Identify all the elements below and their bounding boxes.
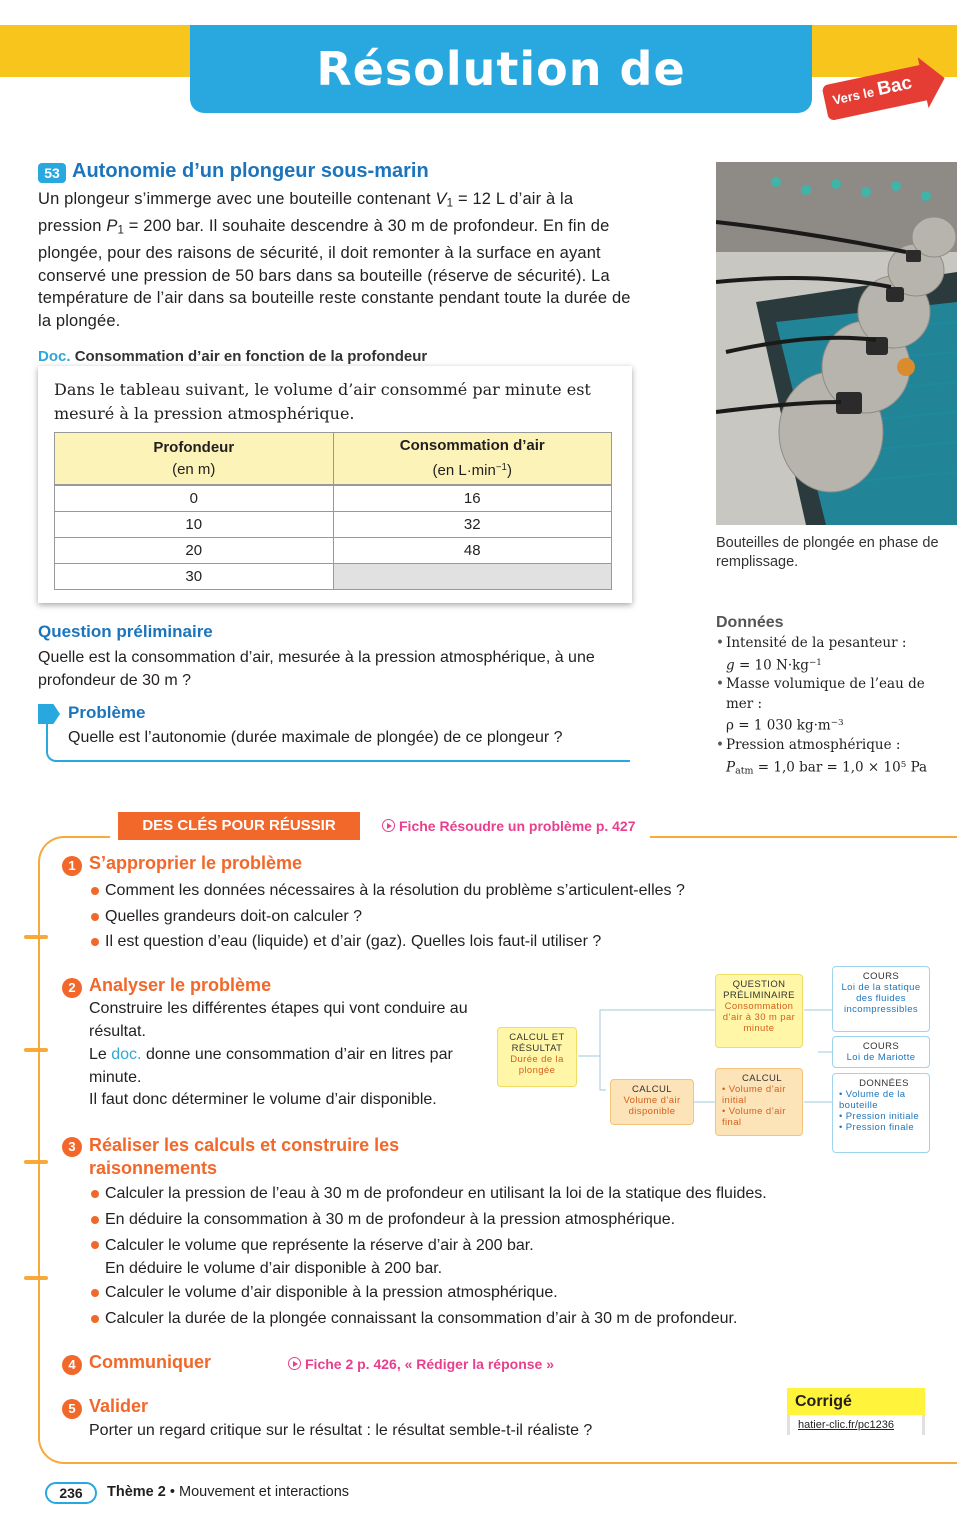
step-title: Valider xyxy=(89,1396,149,1416)
exercise-number: 53 xyxy=(38,163,66,183)
doc-heading: Doc. Consommation d’air en fonction de la profondeur xyxy=(38,348,428,365)
step-number: 5 xyxy=(62,1399,82,1419)
table-cell: 30 xyxy=(55,564,334,590)
corrige-box xyxy=(787,1388,925,1438)
margin-tick xyxy=(24,1048,48,1052)
step-number: 3 xyxy=(62,1137,82,1157)
data-heading: Données xyxy=(716,614,784,631)
list-item: Quelles grandeurs doit-on calculer ? xyxy=(90,904,685,930)
footer-theme: Thème 2 • Mouvement et interactions xyxy=(107,1484,350,1500)
table-row xyxy=(55,538,612,564)
step2-text-1: Construire les différentes étapes qui vont conduire au résultat. xyxy=(89,1000,468,1040)
diagram-node-preliminary: QUESTION PRÉLIMINAIRE Consommation d’air à 30 m par minute xyxy=(715,974,803,1048)
table-cell: 0 xyxy=(55,486,334,512)
table-row xyxy=(55,564,612,590)
diagram-node-data: DONNÉES • Volume de la bouteille • Pression initiale • Pression finale xyxy=(832,1073,930,1153)
table-cell: 20 xyxy=(55,538,334,564)
data-list xyxy=(716,634,956,781)
margin-tick xyxy=(24,1276,48,1280)
data-value: ρ = 1 030 $kg\cdot m^{-3}$ xyxy=(726,717,844,734)
list-item: Calculer la pression de l’eau à 30 m de profondeur en utilisant la loi de la statique des fluides. xyxy=(90,1181,767,1207)
step-number: 2 xyxy=(62,978,82,998)
communicate-fiche-link[interactable]: Fiche 2 p. 426, « Rédiger la réponse » xyxy=(288,1356,554,1372)
data-item: • Intensité de la pesanteur : xyxy=(716,634,956,654)
diagram-node-course-statics: COURS Loi de la statique des fluides incompressibles xyxy=(832,966,930,1032)
page-title: Résolution de problème xyxy=(190,25,812,113)
diagram-node-volumes: CALCUL • Volume d’air initial • Volume d’air final xyxy=(715,1068,803,1136)
table-row xyxy=(55,512,612,538)
diving-tanks-photo xyxy=(716,162,957,525)
keys-tab: DES CLÉS POUR RÉUSSIR xyxy=(118,812,360,840)
list-item: Calculer le volume que représente la réserve d’air à 200 bar. xyxy=(90,1232,767,1257)
step3-bullets xyxy=(90,1181,767,1331)
list-item: Calculer la durée de la plongée connaissant la consommation d’air à 30 m de profondeur. xyxy=(90,1306,767,1332)
step-title: S’approprier le problème xyxy=(89,853,303,873)
step-number: 1 xyxy=(62,856,82,876)
data-item: • Masse volumique de l’eau de mer : xyxy=(716,675,956,714)
step2-text-2: Le doc. donne une consommation d’air en litres par minute. xyxy=(89,1046,453,1086)
diagram-node-course-mariotte: COURS Loi de Mariotte xyxy=(832,1036,930,1068)
data-value: $P_{atm} = 1,0$ bar = $1,0 \times 10^5$ Pa xyxy=(726,759,928,776)
step-title: Analyser le problème xyxy=(89,975,272,995)
margin-tick xyxy=(24,1160,48,1164)
table-cell: 16 xyxy=(333,486,612,512)
corrige-link[interactable]: hatier-clic.fr/pc1236 xyxy=(787,1415,925,1435)
data-item: • Pression atmosphérique : xyxy=(716,736,956,756)
list-item: En déduire la consommation à 30 m de profondeur à la pression atmosphérique. xyxy=(90,1207,767,1233)
problem-heading: Problème xyxy=(68,703,146,722)
step2-text-3: Il faut donc déterminer le volume d’air disponible. xyxy=(89,1091,437,1108)
table-row xyxy=(55,486,612,512)
margin-tick xyxy=(24,935,48,939)
play-icon xyxy=(382,819,395,832)
problem-flag-icon xyxy=(38,704,60,724)
list-item: Il est question d’eau (liquide) et d’air (gaz). Quelles lois faut-il utiliser ? xyxy=(90,929,685,955)
column-header-depth: Profondeur (en m) xyxy=(55,433,334,485)
table-cell: 48 xyxy=(333,538,612,564)
table-cell: 10 xyxy=(55,512,334,538)
doc-intro: Dans le tableau suivant, le volume d’air consommé par minute est mesuré à la pression atmosphérique. xyxy=(54,380,591,423)
step5-text: Porter un regard critique sur le résultat : le résultat semble-t-il réaliste ? xyxy=(89,1422,593,1439)
step1-bullets xyxy=(90,878,685,955)
page-number: 236 xyxy=(45,1482,97,1504)
problem-text: Quelle est l’autonomie (durée maximale de plongée) de ce plongeur ? xyxy=(68,729,563,746)
table-cell: 32 xyxy=(333,512,612,538)
diagram-node-result: CALCUL ET RÉSULTAT Durée de la plongée xyxy=(497,1027,577,1087)
question-heading: Question préliminaire xyxy=(38,622,213,641)
play-icon xyxy=(288,1357,301,1370)
corrige-label: Corrigé xyxy=(787,1388,925,1415)
photo-caption: Bouteilles de plongée en phase de remplissage. xyxy=(716,535,939,570)
table-cell-empty xyxy=(333,564,612,590)
keys-fiche-link[interactable]: Fiche Résoudre un problème p. 427 xyxy=(382,818,636,834)
column-header-consumption: Consommation d’air (en $L\cdot\min^{-1}$) xyxy=(333,433,612,485)
question-text: Quelle est la consommation d’air, mesurée à la pression atmosphérique, à une profondeur de 30 m ? xyxy=(38,649,595,689)
step-number: 4 xyxy=(62,1355,82,1375)
exercise-title: Autonomie d’un plongeur sous-marin xyxy=(72,160,429,182)
list-item: Comment les données nécessaires à la résolution du problème s’articulent-elles ? xyxy=(90,878,685,904)
diagram-node-available-volume: CALCUL Volume d’air disponible xyxy=(610,1079,694,1125)
table-header-row xyxy=(55,433,612,485)
list-item: Calculer le volume d’air disponible à la pression atmosphérique. xyxy=(90,1280,767,1306)
badge-text: Vers leBac xyxy=(831,72,914,108)
step-title: Communiquer xyxy=(89,1352,212,1372)
list-item-continuation: En déduire le volume d’air disponible à 200 bar. xyxy=(105,1260,443,1277)
consumption-table xyxy=(54,432,612,590)
exercise-statement: Un plongeur s’immerge avec une bouteille contenant $V_1 = 12$ L d’air à la pression $P_1 = 200$ bar. Il souhaite descendre à 30 m de profondeur. En fin de plongée, pour des raisons de sécurité, il doit remonter à la surface en ayant conservé une pression de 50 bars dans sa bouteille (réserve de sécurité). La température de l’air dans sa bouteille reste constante pendant toute la durée de la plongée. xyxy=(38,190,631,331)
step-title: Réaliser les calculs et construire les raisonnements xyxy=(89,1135,400,1178)
photo-illustration xyxy=(716,162,957,525)
data-value: g = 10 $N\cdot kg^{-1}$ xyxy=(726,656,822,673)
